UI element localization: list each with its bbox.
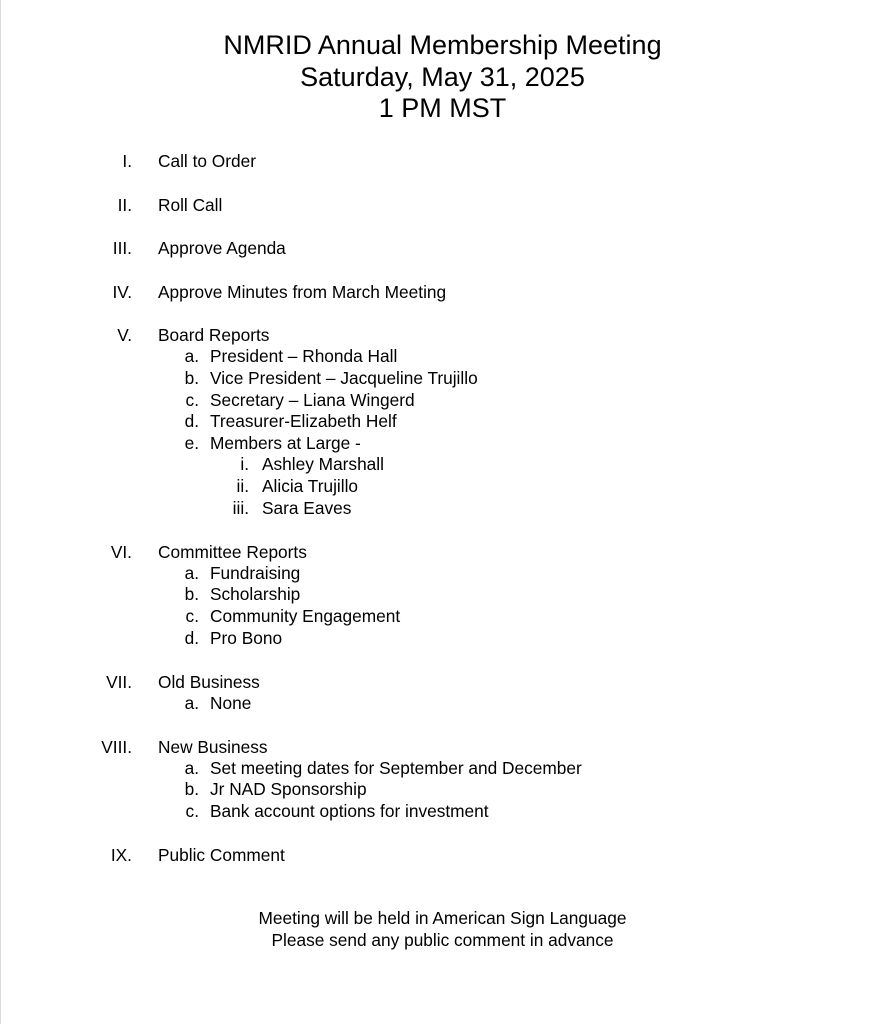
meeting-date: Saturday, May 31, 2025	[300, 61, 585, 92]
agenda-subitem-number: c.	[185, 605, 199, 626]
agenda-item-number: I.	[122, 151, 132, 171]
agenda-item-text: Board Reports	[158, 325, 270, 346]
agenda-subitem-number: b.	[184, 779, 199, 800]
agenda-subitem-text: Jr NAD Sponsorship	[210, 779, 367, 800]
agenda-item-text: Roll Call	[158, 194, 223, 215]
agenda-spacer	[1, 172, 884, 194]
agenda-subitem	[1, 584, 884, 606]
agenda-item-number: IV.	[112, 281, 132, 302]
agenda-subitem-number: a.	[184, 562, 199, 583]
agenda-item-text: Call to Order	[158, 151, 256, 171]
agenda-subitem-text: Fundraising	[210, 562, 301, 583]
agenda-subitem-text: Vice President – Jacqueline Trujillo	[210, 367, 478, 388]
agenda-subitem-number: d.	[184, 411, 199, 432]
agenda-item-text: New Business	[158, 736, 268, 757]
agenda-item	[1, 194, 884, 216]
agenda-subitem	[1, 779, 884, 801]
agenda-item	[1, 237, 884, 259]
agenda-subitem	[1, 758, 884, 780]
footer-note-language: Meeting will be held in American Sign Language	[258, 908, 627, 928]
agenda-subitem	[1, 390, 884, 412]
agenda-item-text: Old Business	[158, 671, 260, 692]
agenda-subitem	[1, 801, 884, 823]
agenda-subitem-text: Bank account options for investment	[210, 801, 489, 822]
agenda-subsubitem-number: i.	[240, 454, 249, 475]
agenda-subitem-number: c.	[185, 389, 199, 410]
agenda-subitem-number: a.	[184, 692, 199, 713]
agenda-subitem-text: Pro Bono	[210, 627, 283, 648]
agenda-subitem-text: Treasurer-Elizabeth Helf	[210, 411, 397, 432]
agenda-subsubitem-number: iii.	[232, 497, 249, 518]
agenda-item-text: Committee Reports	[158, 541, 307, 562]
agenda-subsubitem	[1, 454, 884, 476]
agenda-item	[1, 844, 884, 866]
agenda-item	[1, 150, 884, 172]
agenda-subitem-text: Members at Large -	[210, 432, 361, 453]
agenda-subitem-text: Scholarship	[210, 584, 301, 605]
document-footer	[1, 907, 884, 951]
agenda-subitem-number: a.	[184, 346, 199, 367]
agenda-subitem	[1, 563, 884, 585]
agenda-spacer	[1, 519, 884, 541]
agenda-spacer	[1, 259, 884, 281]
agenda-subitem-text: Secretary – Liana Wingerd	[210, 389, 415, 410]
agenda-subsubitem-text: Alicia Trujillo	[262, 475, 359, 496]
agenda-subsubitem	[1, 498, 884, 520]
agenda-subitem	[1, 346, 884, 368]
agenda-item-text: Approve Minutes from March Meeting	[158, 281, 447, 302]
footer-note-public-comment: Please send any public comment in advance	[271, 930, 614, 950]
agenda-subitem-text: Community Engagement	[210, 605, 401, 626]
agenda-subsubitem-text: Sara Eaves	[262, 497, 352, 518]
document-header	[1, 30, 884, 125]
meeting-time: 1 PM MST	[378, 93, 507, 123]
agenda-item-number: IX.	[110, 845, 132, 866]
agenda-spacer	[1, 303, 884, 325]
agenda-item-text: Approve Agenda	[158, 238, 286, 259]
agenda-item-text: Public Comment	[158, 845, 285, 866]
agenda-item-number: VII.	[106, 671, 132, 692]
agenda-subitem	[1, 693, 884, 715]
agenda-spacer	[1, 714, 884, 736]
agenda-item	[1, 541, 884, 563]
agenda-subsubitem-text: Ashley Marshall	[262, 454, 384, 475]
meeting-title: NMRID Annual Membership Meeting	[223, 30, 662, 60]
agenda-subitem-text: President – Rhonda Hall	[210, 346, 398, 367]
agenda-subitem-number: d.	[184, 627, 199, 648]
agenda-subitem	[1, 606, 884, 628]
agenda-subitem-number: c.	[185, 801, 199, 822]
agenda-subsubitem	[1, 476, 884, 498]
agenda-item	[1, 281, 884, 303]
agenda-subitem-number: e.	[184, 432, 199, 453]
agenda-subitem	[1, 433, 884, 455]
agenda-subitem-text: Set meeting dates for September and December	[210, 757, 582, 778]
agenda-item-number: VI.	[110, 541, 132, 562]
agenda-item	[1, 324, 884, 346]
agenda-item-number: III.	[112, 238, 132, 259]
agenda-list	[1, 150, 884, 866]
agenda-subitem-number: b.	[184, 584, 199, 605]
agenda-subitem-number: b.	[184, 367, 199, 388]
agenda-spacer	[1, 216, 884, 238]
agenda-subitem	[1, 368, 884, 390]
agenda-subsubitem-number: ii.	[236, 475, 249, 496]
agenda-item-number: V.	[117, 325, 132, 346]
agenda-item	[1, 671, 884, 693]
agenda-spacer	[1, 649, 884, 671]
agenda-subitem	[1, 411, 884, 433]
agenda-subitem-number: a.	[184, 757, 199, 778]
agenda-subitem	[1, 628, 884, 650]
agenda-item-number: VIII.	[101, 736, 132, 757]
agenda-item-number: II.	[117, 194, 132, 215]
agenda-item	[1, 736, 884, 758]
agenda-subitem-text: None	[210, 692, 252, 713]
agenda-spacer	[1, 823, 884, 845]
